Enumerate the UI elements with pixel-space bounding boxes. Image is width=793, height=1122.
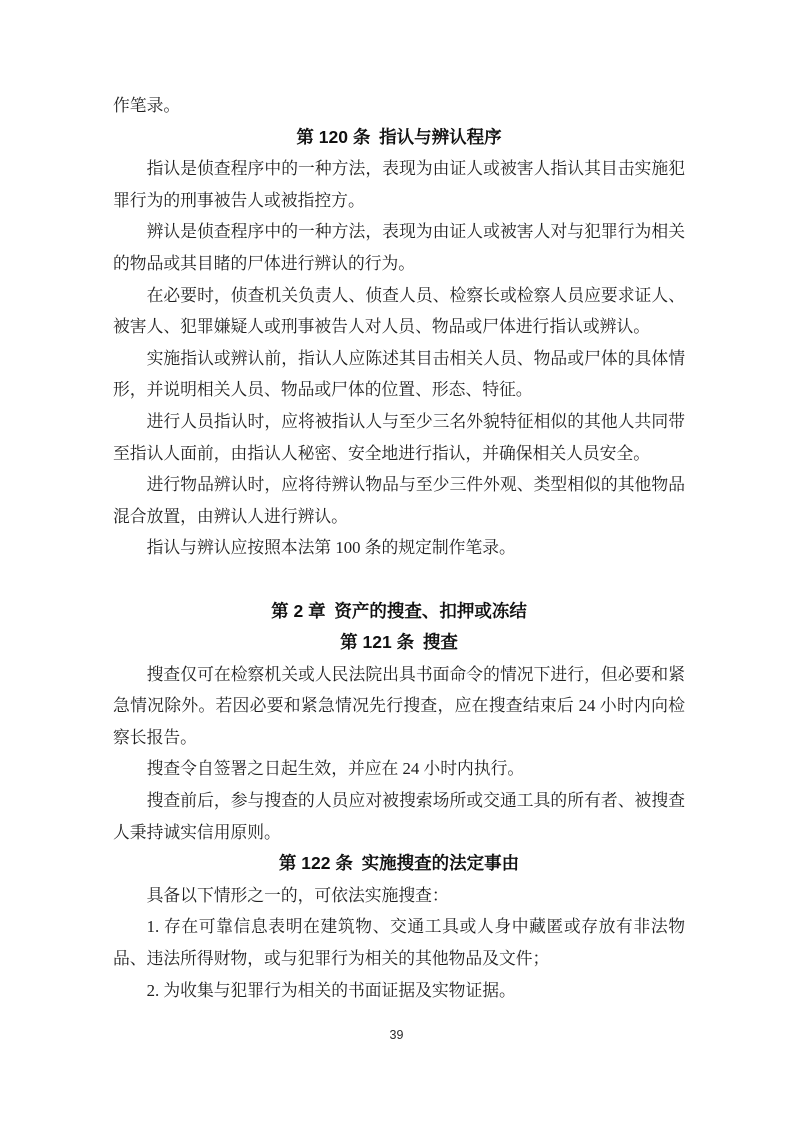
paragraph: 实施指认或辨认前，指认人应陈述其目击相关人员、物品或尸体的具体情形，并说明相关人员、物品或尸体的位置、形态、特征。 <box>113 348 685 400</box>
article-122-heading: 第 122 条 实施搜查的法定事由 <box>278 853 520 874</box>
paragraph: 搜查前后，参与搜查的人员应对被搜索场所或交通工具的所有者、被搜查人秉持诚实信用原则。 <box>113 791 685 842</box>
paragraph: 具备以下情形之一的，可依法实施搜查： <box>146 885 449 905</box>
chapter-2-heading: 第 2 章 资产的搜查、扣押或冻结 <box>271 600 527 621</box>
continuation-text: 作笔录。 <box>113 96 181 115</box>
paragraph: 在必要时，侦查机关负责人、侦查人员、检察长或检察人员应要求证人、被害人、犯罪嫌疑人或刑事被告人对人员、物品或尸体进行指认或辨认。 <box>113 285 685 337</box>
article-120-heading: 第 120 条 指认与辨认程序 <box>296 126 502 147</box>
article-121-heading: 第 121 条 搜查 <box>340 632 458 653</box>
paragraph: 辨认是侦查程序中的一种方法，表现为由证人或被害人对与犯罪行为相关的物品或其目睹的尸体进行辨认的行为。 <box>113 222 685 273</box>
paragraph: 搜查令自签署之日起生效，并应在 24 小时内执行。 <box>146 759 525 779</box>
document-content <box>113 90 685 1006</box>
paragraph: 进行人员指认时，应将被指认人与至少三名外貌特征相似的其他人共同带至指认人面前，由指认人秘密、安全地进行指认，并确保相关人员安全。 <box>113 411 685 463</box>
paragraph: 指认是侦查程序中的一种方法，表现为由证人或被害人指认其目击实施犯罪行为的刑事被告人或被指控方。 <box>113 159 685 210</box>
paragraph: 进行物品辨认时，应将待辨认物品与至少三件外观、类型相似的其他物品混合放置，由辨认人进行辨认。 <box>113 475 685 526</box>
page-number: 39 <box>389 1028 404 1042</box>
paragraph: 搜查仅可在检察机关或人民法院出具书面命令的情况下进行，但必要和紧急情况除外。若因必要和紧急情况先行搜查，应在搜查结束后 24 小时内向检察长报告。 <box>113 664 685 747</box>
paragraph: 指认与辨认应按照本法第 100 条的规定制作笔录。 <box>146 538 516 558</box>
numbered-item: 2. 为收集与犯罪行为相关的书面证据及实物证据。 <box>146 980 516 1000</box>
numbered-item: 1. 存在可靠信息表明在建筑物、交通工具或人身中藏匿或存放有非法物品、违法所得财物，或与犯罪行为相关的其他物品及文件； <box>113 917 685 969</box>
